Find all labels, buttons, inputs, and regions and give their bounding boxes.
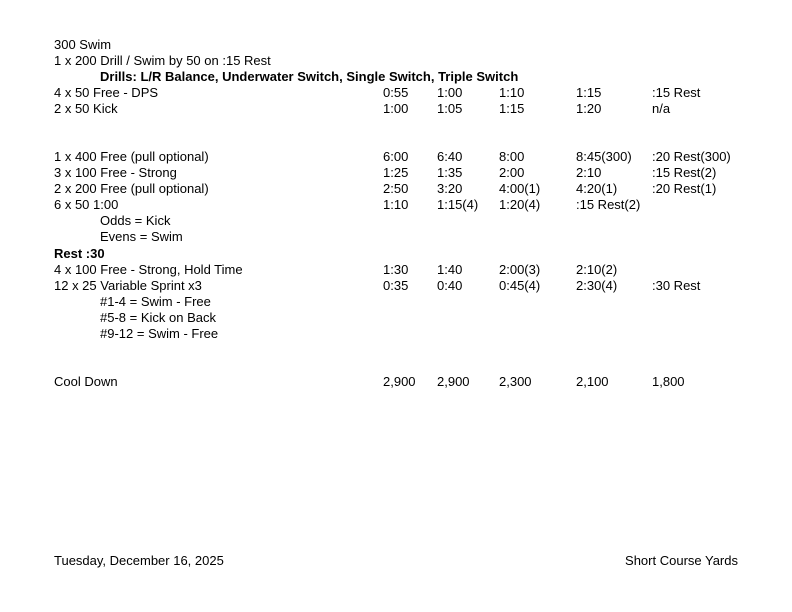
line-label: 1 x 200 Drill / Swim by 50 on :15 Rest [54,53,271,68]
rest-label: Rest :30 [54,246,105,261]
interval-time: 1:20 [576,101,602,116]
line-label: 4 x 50 Free - DPS [54,85,159,100]
line-label: 4 x 100 Free - Strong, Hold Time [54,262,243,277]
interval-time: 1:10 [499,85,525,100]
interval-time: 0:35 [383,278,409,293]
interval-time: 8:00 [499,149,525,164]
interval-time: 2:10(2) [576,262,618,277]
interval-time: 1:25 [383,165,409,180]
line-label: #1-4 = Swim - Free [100,294,211,309]
interval-time: 1:35 [437,165,463,180]
interval-time: :15 Rest [652,85,701,100]
interval-time: 6:00 [383,149,409,164]
interval-time: :30 Rest [652,278,701,293]
interval-time: 1:00 [437,85,463,100]
drills-label: Drills: L/R Balance, Underwater Switch, Single Switch, Triple Switch [100,69,519,84]
interval-time: 6:40 [437,149,463,164]
line-label: #5-8 = Kick on Back [100,310,216,325]
interval-time: 1:30 [383,262,409,277]
interval-time: :15 Rest(2) [652,165,717,180]
interval-time: :20 Rest(300) [652,149,731,164]
total-yards: 2,300 [499,374,532,389]
line-label: Cool Down [54,374,118,389]
interval-time: 1:40 [437,262,463,277]
line-label: 300 Swim [54,37,112,52]
interval-time: 8:45(300) [576,149,632,164]
total-yards: 2,900 [383,374,416,389]
line-label: 2 x 200 Free (pull optional) [54,181,209,196]
interval-time: 3:20 [437,181,463,196]
interval-time: 2:50 [383,181,409,196]
line-label: 3 x 100 Free - Strong [54,165,177,180]
line-label: Odds = Kick [100,213,171,228]
line-label: #9-12 = Swim - Free [100,326,219,341]
interval-time: :15 Rest(2) [576,197,641,212]
line-label: 6 x 50 1:00 [54,197,119,212]
interval-time: 0:45(4) [499,278,541,293]
line-label: 12 x 25 Variable Sprint x3 [54,278,202,293]
line-label: Evens = Swim [100,229,183,244]
interval-time: 4:20(1) [576,181,618,196]
interval-time: 1:05 [437,101,463,116]
interval-time: n/a [652,101,671,116]
interval-time: 1:20(4) [499,197,541,212]
interval-time: 2:10 [576,165,602,180]
footer-course: Short Course Yards [625,553,738,568]
line-label: 2 x 50 Kick [54,101,118,116]
total-yards: 1,800 [652,374,685,389]
total-yards: 2,900 [437,374,470,389]
line-label: 1 x 400 Free (pull optional) [54,149,209,164]
interval-time: 1:15(4) [437,197,479,212]
total-yards: 2,100 [576,374,609,389]
interval-time: 2:00 [499,165,525,180]
interval-time: 0:40 [437,278,463,293]
interval-time: 1:10 [383,197,409,212]
interval-time: 0:55 [383,85,409,100]
interval-time: 2:00(3) [499,262,541,277]
footer-date: Tuesday, December 16, 2025 [54,553,224,568]
interval-time: 1:00 [383,101,409,116]
interval-time: 1:15 [576,85,602,100]
interval-time: 2:30(4) [576,278,618,293]
interval-time: 1:15 [499,101,525,116]
interval-time: :20 Rest(1) [652,181,717,196]
interval-time: 4:00(1) [499,181,541,196]
